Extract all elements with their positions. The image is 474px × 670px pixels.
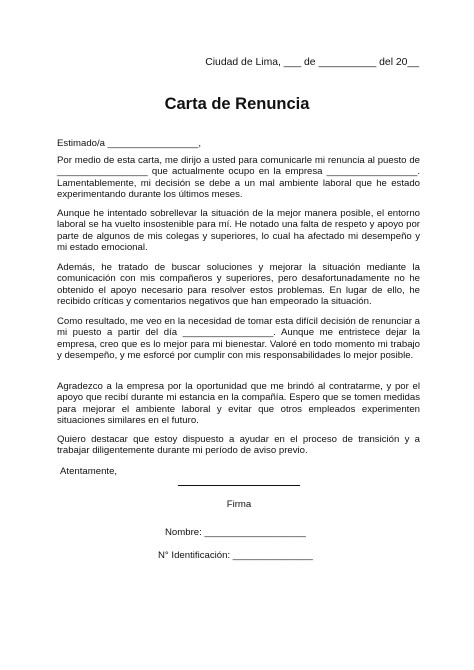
body-paragraph: Además, he tratado de buscar soluciones y mejorar la situación mediante la comunicación con mis compañeros y superiores, pero desafortunadamente no he obtenido el apoyo necesario para resolver estos problemas. En lugar de ello, he recibido críticas y comentarios negativos que han empeorado la situación. xyxy=(57,262,420,308)
body-paragraph: Quiero destacar que estoy dispuesto a ayudar en el proceso de transición y a trabajar diligentemente durante mi período de aviso previo. xyxy=(57,434,420,457)
body-paragraph: Por medio de esta carta, me dirijo a usted para comunicarle mi renuncia al puesto de _________________ que actualmente ocupo en la empresa _________________. Lamentablemente, mi decisión se debe a un mal ambiente laboral que he estado experimentando durante los últimos meses. xyxy=(57,155,420,201)
greeting: Estimado/a _________________, xyxy=(57,138,202,149)
body-paragraph: Agradezco a la empresa por la oportunidad que me brindó al contratarme, y por el apoyo que recibí durante mi estancia en la compañía. Espero que se tomen medidas para mejorar el ambiente laboral y evitar que otros empleados experimenten situaciones similares en el futuro. xyxy=(57,381,420,427)
closing: Atentamente, xyxy=(60,466,118,477)
body-paragraph: Como resultado, me veo en la necesidad de tomar esta difícil decisión de renunciar a mi puesto a partir del día _________________. Aunque me entristece dejar la empresa, creo que es lo mejor para mi bienestar. Valoré en todo momento mi trabajo y desempeño, y me esforcé por cumplir con mis responsabilidades lo mejor posible. xyxy=(57,316,420,362)
signature-label: Firma xyxy=(226,499,252,510)
body-paragraph: Aunque he intentado sobrellevar la situación de la mejor manera posible, el entorno laboral se ha vuelto insostenible para mí. He notado una falta de respeto y apoyo por parte de algunos de mis colegas y superiores, lo cual ha afectado mi desempeño y mi estado emocional. xyxy=(57,208,420,254)
letter-title: Carta de Renuncia xyxy=(164,95,310,113)
signature-line xyxy=(178,485,300,486)
name-field: Nombre: ___________________ xyxy=(165,527,306,538)
date-line: Ciudad de Lima, ___ de __________ del 20__ xyxy=(205,57,419,68)
id-field: N° Identificación: _______________ xyxy=(158,550,313,561)
